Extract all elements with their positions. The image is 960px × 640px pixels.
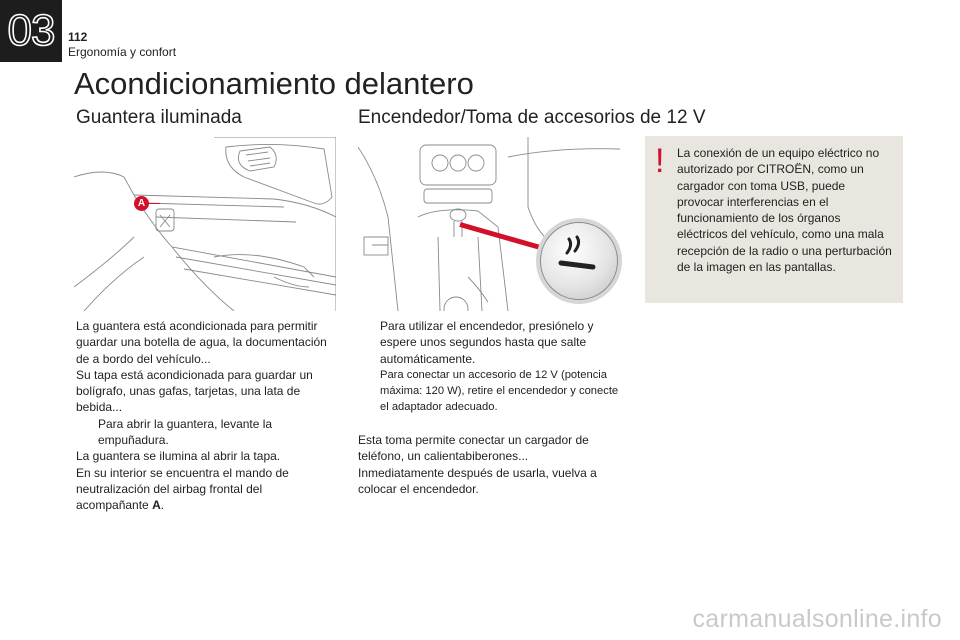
lighter-instructions xyxy=(358,318,620,416)
bullet-text: Para utilizar el encendedor, presiónelo y espere unos segundos hasta que salte automáticamente. xyxy=(380,319,594,366)
airbag-text: En su interior se encuentra el mando de neutralización del airbag frontal del acompañante xyxy=(76,465,289,513)
airbag-marker-ref: A xyxy=(152,498,161,513)
glovebox-paragraph xyxy=(76,465,338,514)
lighter-bullet xyxy=(358,318,620,367)
page-number: 112 xyxy=(68,30,88,44)
airbag-text-end: . xyxy=(160,498,165,513)
warning-box xyxy=(645,136,903,303)
marker-a-label: A xyxy=(137,198,146,209)
glovebox-bullet xyxy=(76,416,338,449)
glovebox-illustration xyxy=(74,137,336,311)
glovebox-title: Guantera iluminada xyxy=(76,107,242,128)
marker-a xyxy=(134,196,149,211)
lighter-paragraph: Inmediatamente después de usarla, vuelva a colocar el encendedor. xyxy=(358,465,597,496)
watermark: carmanualsonline.info xyxy=(692,605,942,633)
glovebox-paragraph: La guantera se ilumina al abrir la tapa. xyxy=(76,449,281,464)
bullet-text: Para abrir la guantera, levante la empuñadura. xyxy=(98,416,273,448)
section-name: Ergonomía y confort xyxy=(68,45,177,59)
page-title: Acondicionamiento delantero xyxy=(74,66,474,101)
chapter-number: 03 xyxy=(7,6,55,55)
glovebox-paragraph: La guantera está acondicionada para permitir guardar una botella de agua, la documentación de a bordo del vehículo... xyxy=(76,319,327,366)
marker-a-leader xyxy=(148,203,160,204)
lighter-bullet xyxy=(358,367,620,416)
warning-text: La conexión de un equipo eléctrico no autorizado por CITROËN, como un cargador con toma USB, puede provocar interferencias en el funcionamiento de los órganos eléctricos del vehículo, como una mala recepción de la radio o una perturbación de la imagen en las pantallas. xyxy=(677,146,892,275)
lighter-text xyxy=(358,432,620,497)
lighter-zoom-circle xyxy=(540,222,618,300)
glovebox-paragraph: Su tapa está acondicionada para guardar un bolígrafo, unas gafas, tarjetas, una lata de bebida... xyxy=(76,367,313,415)
warning-icon: ! xyxy=(655,142,665,180)
bullet-text: Para conectar un accesorio de 12 V (potencia máxima: 120 W), retire el encendedor y conecte el adaptador adecuado. xyxy=(380,368,619,414)
glovebox-text xyxy=(76,318,338,514)
bullet-mark xyxy=(76,416,98,449)
lighter-title: Encendedor/Toma de accesorios de 12 V xyxy=(358,107,706,128)
chapter-badge xyxy=(0,0,62,62)
bullet-mark xyxy=(358,367,380,416)
lighter-paragraph: Esta toma permite conectar un cargador de teléfono, un calientabiberones... xyxy=(358,433,589,464)
cigarette-icon xyxy=(541,223,617,299)
bullet-mark xyxy=(358,318,380,367)
